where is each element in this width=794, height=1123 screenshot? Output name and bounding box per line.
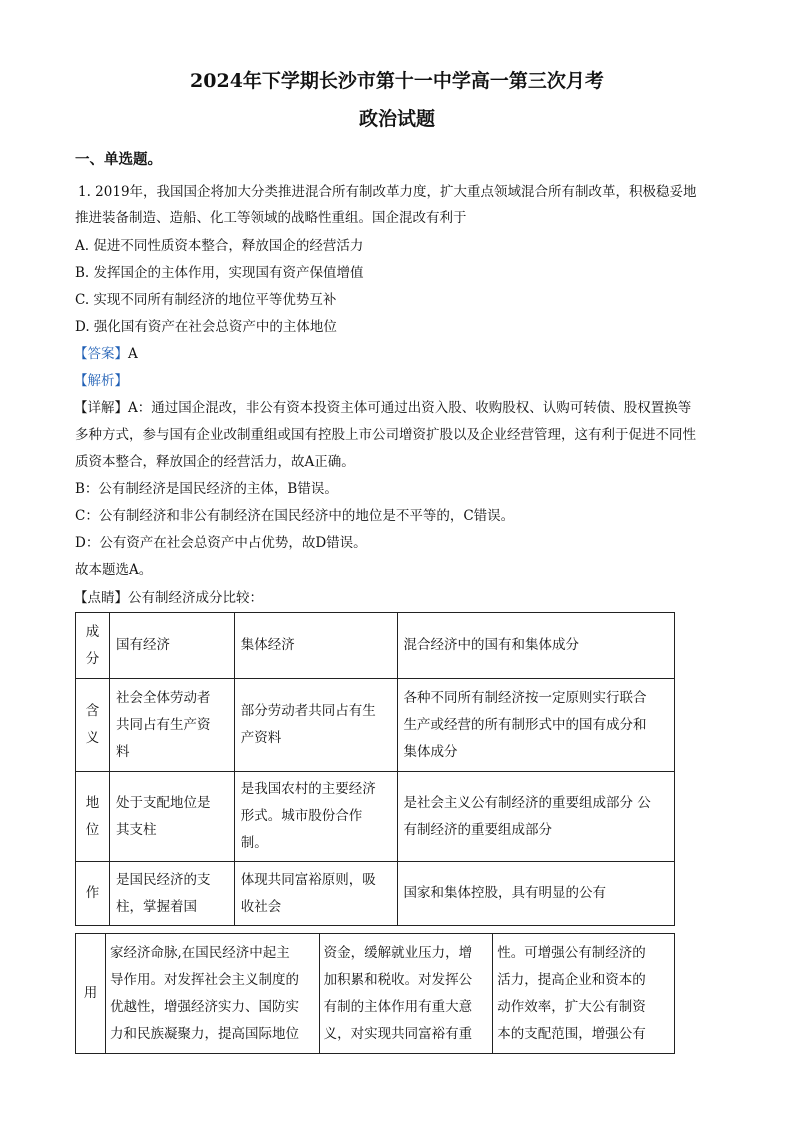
tip-line [74, 586, 263, 606]
row-label-status: 地 位 [76, 772, 110, 862]
answer-value: A [128, 346, 138, 362]
detail-label: 【详解】 [74, 400, 128, 416]
table-cell: 处于支配地位是 其支柱 [109, 772, 234, 862]
table-cell: 资金，缓解就业压力，增 加积累和税收。对发挥公 有制的主体作用有重大意 义，对实现共同富裕有重 [319, 934, 493, 1054]
detail-line-4: B：公有制经济是国民经济的主体，B错误。 [75, 481, 338, 497]
detail-line-7: 故本题选A。 [75, 562, 153, 578]
analysis-label: 【解析】 [74, 373, 128, 389]
ownership-comparison-table-continued [75, 933, 675, 1054]
header-cell-mixed: 混合经济中的国有和集体成分 [397, 613, 675, 679]
row-label-role-cont: 用 [76, 934, 106, 1054]
row-label-role: 作 [76, 862, 110, 926]
detail-line-5: C：公有制经济和非公有制经济在国民经济中的地位是不平等的，C错误。 [75, 508, 515, 524]
table-cell: 性。可增强公有制经济的 活力，提高企业和资本的 动作效率，扩大公有制资 本的支配范围，增强公有 [493, 934, 675, 1054]
detail-text-1: A：通过国企混改，非公有资本投资主体可通过出资入股、收购股权、认购可转债、股权置换等 [128, 400, 692, 416]
table-cell: 是国民经济的支 柱，掌握着国 [109, 862, 234, 926]
option-d: D. 强化国有资产在社会总资产中的主体地位 [75, 319, 337, 335]
table-row [76, 679, 675, 772]
table-cell: 是社会主义公有制经济的重要组成部分 公 有制经济的重要组成部分 [397, 772, 675, 862]
table-cell: 家经济命脉,在国民经济中起主 导作用。对发挥社会主义制度的 优越性，增强经济实力、国防实 力和民族凝聚力，提高国际地位 [105, 934, 319, 1054]
header-cell-category: 成 分 [76, 613, 110, 679]
tip-text: 公有制经济成分比较： [128, 590, 263, 606]
section-heading: 一、单选题。 [75, 151, 162, 168]
exam-title: 2024年下学期长沙市第十一中学高一第三次月考 [190, 70, 604, 92]
table-row [76, 862, 675, 926]
tip-label: 【点睛】 [74, 590, 128, 606]
table-header-row [76, 613, 675, 679]
question-stem-line2: 推进装备制造、造船、化工等领域的战略性重组。国企混改有利于 [75, 210, 467, 226]
table-cell: 各种不同所有制经济按一定原则实行联合 生产或经营的所有制形式中的国有成分和 集体成分 [397, 679, 675, 772]
detail-line-3: 质资本整合，释放国企的经营活力，故A正确。 [75, 454, 355, 470]
answer-label: 【答案】 [74, 346, 128, 362]
detail-line-2: 多种方式，参与国有企业改制重组或国有控股上市公司增资扩股以及企业经营管理，这有利于促进不同性 [75, 427, 696, 443]
option-c: C. 实现不同所有制经济的地位平等优势互补 [75, 292, 337, 308]
table-cell: 体现共同富裕原则，吸 收社会 [234, 862, 397, 926]
detail-line-6: D：公有资产在社会总资产中占优势，故D错误。 [75, 535, 367, 551]
header-cell-collective: 集体经济 [234, 613, 397, 679]
detail-line-1 [74, 396, 691, 416]
table-row [76, 772, 675, 862]
option-b: B. 发挥国企的主体作用，实现国有资产保值增值 [75, 265, 364, 281]
table-cell: 部分劳动者共同占有生 产资料 [234, 679, 397, 772]
table-cell: 国家和集体控股，具有明显的公有 [397, 862, 675, 926]
ownership-comparison-table [75, 612, 675, 926]
header-cell-state: 国有经济 [109, 613, 234, 679]
question-stem-line1: 1. 2019年，我国国企将加大分类推进混合所有制改革力度，扩大重点领域混合所有制改革，积极稳妥地 [78, 184, 697, 200]
exam-subtitle: 政治试题 [358, 108, 435, 130]
row-label-meaning: 含 义 [76, 679, 110, 772]
table-cell: 社会全体劳动者 共同占有生产资 料 [109, 679, 234, 772]
option-a: A. 促进不同性质资本整合，释放国企的经营活力 [75, 238, 364, 254]
table-row [76, 934, 675, 1054]
table-cell: 是我国农村的主要经济 形式。城市股份合作 制。 [234, 772, 397, 862]
answer-line [74, 342, 138, 362]
